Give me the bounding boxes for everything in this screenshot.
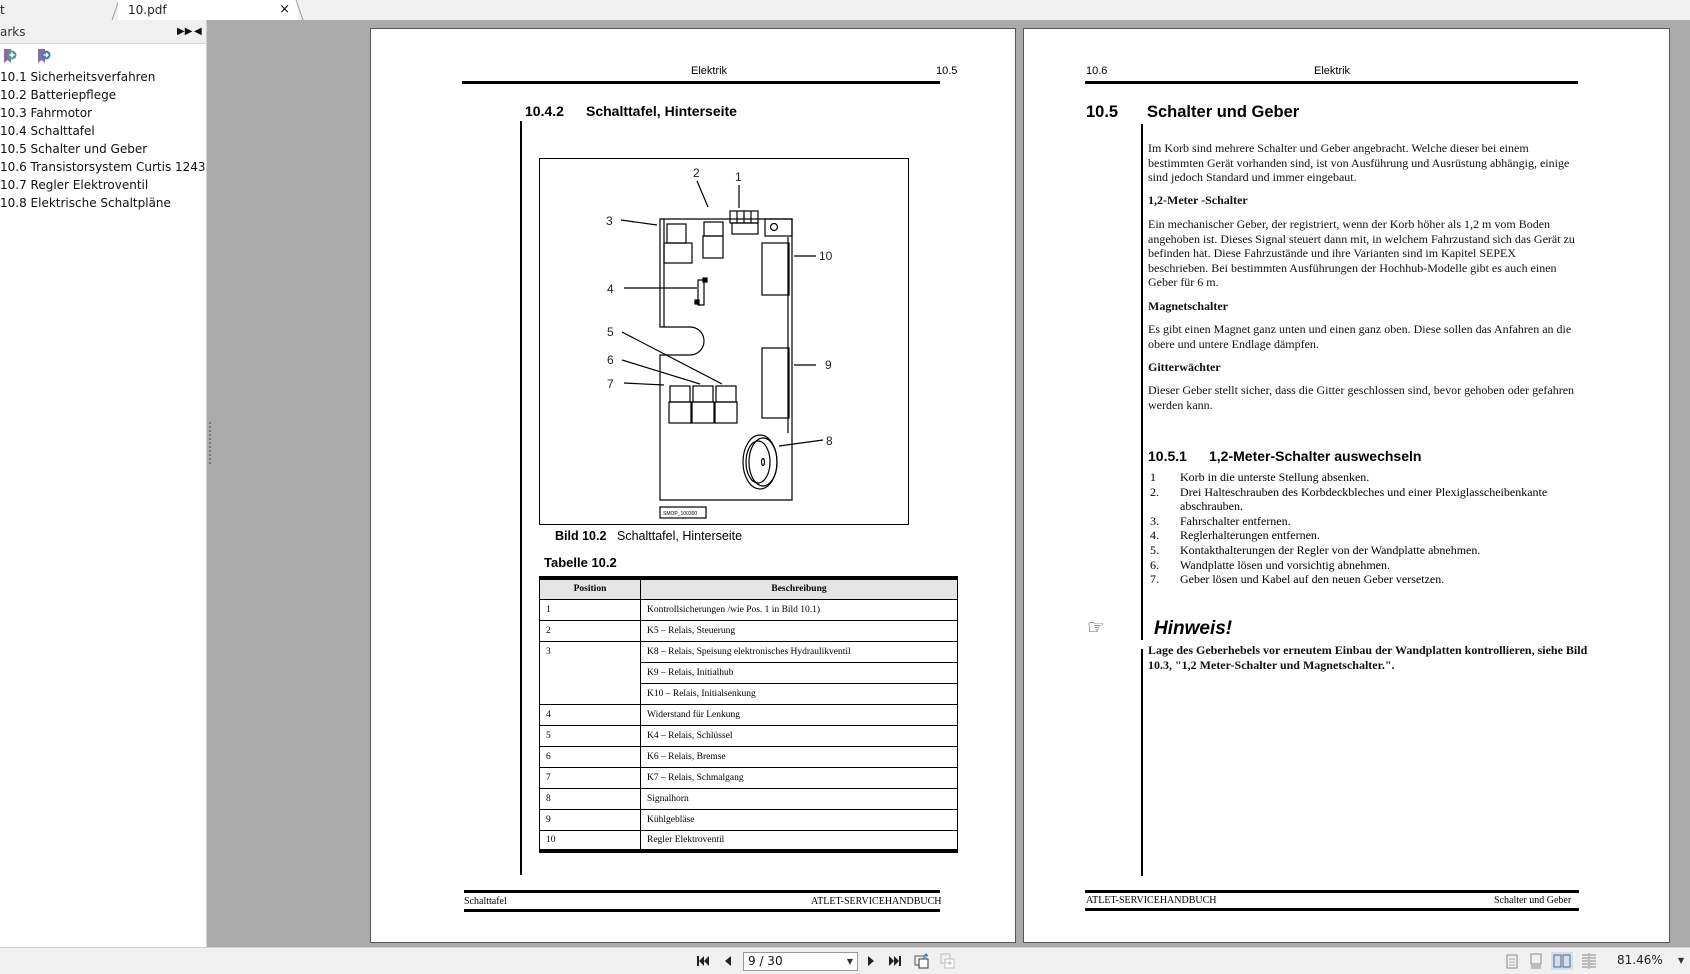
table-row (540, 767, 958, 788)
subheading-magnetschalter: Magnetschalter (1148, 299, 1228, 313)
go-to-bookmark-icon[interactable] (36, 48, 52, 64)
panel-resize-handle[interactable] (207, 420, 213, 470)
steps-list (1150, 470, 1580, 587)
bookmark-toolbar (0, 44, 206, 68)
pdf-page-left (370, 28, 1016, 943)
cell-description: K7 – Relais, Schmalgang (641, 767, 958, 788)
table-title: Tabelle 10.2 (544, 555, 617, 570)
page-footer-right: Schalter und Geber (1494, 895, 1572, 906)
step-number: 2. (1150, 484, 1159, 499)
list-item (1150, 572, 1580, 587)
cell-position: 7 (540, 767, 641, 788)
page-header-title: Elektrik (691, 65, 728, 77)
step-text: Geber lösen und Kabel auf den neuen Geber versetzen. (1180, 572, 1445, 587)
list-item (1150, 514, 1580, 529)
table-row (540, 704, 958, 725)
subsection-title: 1,2-Meter-Schalter auswechseln (1209, 448, 1422, 464)
pointing-hand-icon: ☞ (1087, 615, 1105, 639)
list-item (1150, 543, 1580, 558)
table-row (540, 788, 958, 809)
header-rule (1085, 81, 1578, 84)
chevron-down-icon[interactable]: ▼ (846, 957, 853, 966)
bookmarks-panel (0, 20, 207, 947)
page-header-number: 10.5 (936, 65, 958, 77)
intro-paragraph: Im Korb sind mehrere Schalter und Geber angebracht. Welche dieser bei einem bestimmten Gerät vorhanden sind, ist von Ausführung und Ausrüstung abhängig, einige sind jedoch Standard und immer eingebaut. (1148, 141, 1570, 185)
section-number: 10.4.2 (525, 103, 564, 119)
change-bar (520, 121, 522, 875)
cell-description: K5 – Relais, Steuerung (641, 620, 958, 641)
last-page-icon (888, 955, 902, 967)
bookmark-item[interactable]: 10.4 Schalttafel (0, 124, 95, 138)
paragraph-magnetschalter: Es gibt einen Magnet ganz unten und einen ganz oben. Diese sollen das Anfahren an die obere und untere Endlage dämpfen. (1148, 322, 1572, 351)
cell-position: 2 (540, 620, 641, 641)
list-item (1150, 470, 1580, 485)
step-number: 7. (1150, 572, 1159, 587)
zoom-dropdown-chevron-icon[interactable]: ▼ (1678, 956, 1685, 965)
tab-separator (295, 0, 305, 20)
table-row (540, 620, 958, 641)
cell-description: K4 – Relais, Schlüssel (641, 725, 958, 746)
footer-rule-bottom (1085, 908, 1579, 911)
cell-description: Regler Elektroventil (641, 830, 958, 851)
list-item (1150, 558, 1580, 573)
cell-description: K9 – Relais, Initialhub (641, 662, 958, 683)
step-text: Kontakthalterungen der Regler von der Wandplatte abnehmen. (1180, 542, 1481, 557)
previous-page-icon (723, 955, 733, 967)
section-title: Schalter und Geber (1147, 103, 1300, 121)
bottom-toolbar (0, 947, 1690, 974)
next-page-icon (866, 955, 876, 967)
cell-position: 1 (540, 599, 641, 620)
cell-description: Widerstand für Lenkung (641, 704, 958, 725)
callout-8: 8 (826, 434, 833, 448)
change-bar (1141, 649, 1143, 876)
cell-position: 8 (540, 788, 641, 809)
header-rule (462, 81, 940, 84)
two-page-continuous-icon (1581, 953, 1597, 969)
callout-1: 1 (735, 170, 742, 184)
step-text: Fahrschalter entfernen. (1180, 513, 1291, 528)
cell-description: K6 – Relais, Bremse (641, 746, 958, 767)
zoom-level[interactable]: 81.46% (1617, 953, 1663, 967)
cell-position: 9 (540, 809, 641, 830)
list-item (1150, 528, 1580, 543)
table-row (540, 830, 958, 851)
figure-caption-label: Bild 10.2 (555, 529, 607, 543)
callout-10: 10 (819, 249, 833, 263)
previous-view-button[interactable] (913, 952, 931, 970)
step-number: 3. (1150, 513, 1159, 528)
table-row (540, 662, 958, 683)
bookmark-list (0, 68, 206, 212)
page-footer-left: ATLET-SERVICEHANDBUCH (1086, 895, 1217, 906)
cell-position (540, 683, 641, 704)
paragraph-gitterwaechter: Dieser Geber stellt sicher, dass die Gitter geschlossen sind, bevor gehoben oder gefahren werden kann. (1148, 383, 1575, 412)
next-page-button[interactable] (864, 952, 878, 970)
bookmark-item[interactable]: 10.8 Elektrische Schaltpläne (0, 196, 171, 210)
step-number: 5. (1150, 542, 1159, 557)
two-page-continuous-view-button[interactable] (1580, 952, 1598, 970)
cell-description: K8 – Relais, Speisung elektronisches Hydraulikventil (641, 641, 958, 662)
bookmark-item[interactable]: 10.3 Fahrmotor (0, 106, 93, 120)
callout-2: 2 (693, 166, 700, 180)
bookmarks-header (0, 20, 206, 44)
bookmark-item[interactable]: 10.5 Schalter und Geber (0, 142, 148, 156)
cell-description: Kühlgebläse (641, 809, 958, 830)
callout-3: 3 (606, 214, 613, 228)
first-page-icon (696, 955, 710, 967)
callout-5: 5 (607, 325, 614, 339)
table-row (540, 746, 958, 767)
step-number: 1 (1150, 470, 1156, 484)
table-row (540, 599, 958, 620)
subsection-number: 10.5.1 (1148, 448, 1187, 464)
list-item (1150, 485, 1580, 514)
cell-position: 10 (540, 830, 641, 851)
step-text: Korb in die unterste Stellung absenken. (1180, 470, 1370, 484)
page-number-value: 9 / 30 (748, 954, 783, 968)
step-text: Wandplatte lösen und vorsichtig abnehmen. (1180, 557, 1390, 572)
tab-label: t (0, 3, 5, 17)
callout-9: 9 (825, 358, 832, 372)
expand-panel-icon[interactable]: ▶▶ (177, 26, 193, 37)
paragraph-1-2-meter: Ein mechanischer Geber, der registriert, wenn der Korb höher als 1,2 m vom Boden angehoben ist. Dieses Signal steuert dann mit, in welchem Fahrzustand sich das Gerät zu befinden hat. Diese Fahrzustände und ihre Varianten sind im Kapitel SEPEX beschrieben. Bei bestimmten Ausführungen der Hochhub-Modelle gibt es auch einen Geber für 6 m. (1148, 217, 1575, 290)
section-number: 10.5 (1086, 103, 1119, 121)
previous-view-icon (914, 953, 930, 969)
table-row (540, 809, 958, 830)
table-row (540, 725, 958, 746)
cell-description: Signalhorn (641, 788, 958, 809)
tab-bar (0, 0, 1690, 20)
page-header-title: Elektrik (1314, 65, 1351, 77)
single-page-icon (1506, 954, 1518, 969)
bookmark-item[interactable]: 10.2 Batteriepflege (0, 88, 117, 102)
tab-label: 10.pdf (128, 3, 167, 17)
note-text: Lage des Geberhebels vor erneutem Einbau der Wandplatten kontrollieren, siehe Bild 10.3, "1,2 Meter-Schalter und Magnetschalter.". (1148, 643, 1588, 672)
next-view-icon (940, 953, 956, 969)
table-row (540, 641, 958, 662)
step-text: Reglerhalterungen entfernen. (1180, 528, 1320, 543)
close-icon[interactable]: × (279, 2, 290, 17)
footer-rule-top (464, 890, 940, 893)
column-header-description: Beschreibung (641, 578, 958, 599)
footer-rule-bottom (464, 909, 940, 912)
page-header-number: 10.6 (1086, 65, 1108, 77)
step-text: Drei Halteschrauben des Korbdeckbleches und einer Plexiglasscheibenkante abschrauben. (1180, 484, 1548, 514)
continuous-page-icon (1530, 953, 1542, 969)
pdf-page-right (1023, 28, 1670, 943)
circuit-board-diagram (540, 159, 908, 524)
step-number: 6. (1150, 557, 1159, 572)
figure-stamp: SMOP_100300 (663, 511, 698, 517)
previous-page-button[interactable] (721, 952, 735, 970)
first-page-button[interactable] (695, 952, 711, 970)
cell-position: 5 (540, 725, 641, 746)
bookmark-item[interactable]: 10.1 Sicherheitsverfahren (0, 70, 156, 84)
page-number-input[interactable] (743, 952, 858, 971)
two-page-view-button[interactable] (1551, 952, 1573, 970)
figure-caption-text: Schalttafel, Hinterseite (617, 529, 743, 543)
section-title: Schalttafel, Hinterseite (586, 103, 737, 119)
cell-description: K10 – Relais, Initialsenkung (641, 683, 958, 704)
cell-position: 3 (540, 641, 641, 662)
next-view-button[interactable] (939, 952, 957, 970)
bookmark-item[interactable]: 10.7 Regler Elektroventil (0, 178, 149, 192)
two-page-icon (1553, 954, 1571, 968)
page-footer-right: ATLET-SERVICEHANDBUCH (811, 896, 942, 907)
single-page-view-button[interactable] (1504, 952, 1520, 970)
callout-6: 6 (607, 353, 614, 367)
step-number: 4. (1150, 528, 1159, 543)
figure-frame (539, 158, 909, 525)
cell-position: 6 (540, 746, 641, 767)
tab-active-10-pdf[interactable] (118, 0, 298, 20)
note-title: Hinweis! (1154, 618, 1233, 639)
callout-4: 4 (607, 282, 614, 296)
callout-7: 7 (607, 377, 614, 391)
last-page-button[interactable] (887, 952, 903, 970)
column-header-position: Position (540, 578, 641, 599)
bookmarks-title: arks (0, 25, 26, 39)
continuous-view-button[interactable] (1528, 952, 1544, 970)
page-footer-left: Schalttafel (464, 896, 507, 907)
cell-description: Kontrollsicherungen /wie Pos. 1 in Bild 10.1) (641, 599, 958, 620)
tab-previous[interactable] (0, 0, 118, 20)
cell-position: 4 (540, 704, 641, 725)
add-bookmark-icon[interactable] (2, 48, 18, 64)
bookmark-item[interactable]: 10.6 Transistorsystem Curtis 1243 (0, 160, 206, 174)
collapse-panel-icon[interactable]: ◀ (194, 26, 202, 37)
table-row (540, 683, 958, 704)
footer-rule-top (1085, 890, 1579, 893)
subheading-gitterwaechter: Gitterwächter (1148, 360, 1221, 374)
cell-position (540, 662, 641, 683)
change-bar (1141, 124, 1143, 640)
description-table (539, 576, 958, 853)
subheading-1-2-meter: 1,2-Meter -Schalter (1148, 193, 1248, 207)
